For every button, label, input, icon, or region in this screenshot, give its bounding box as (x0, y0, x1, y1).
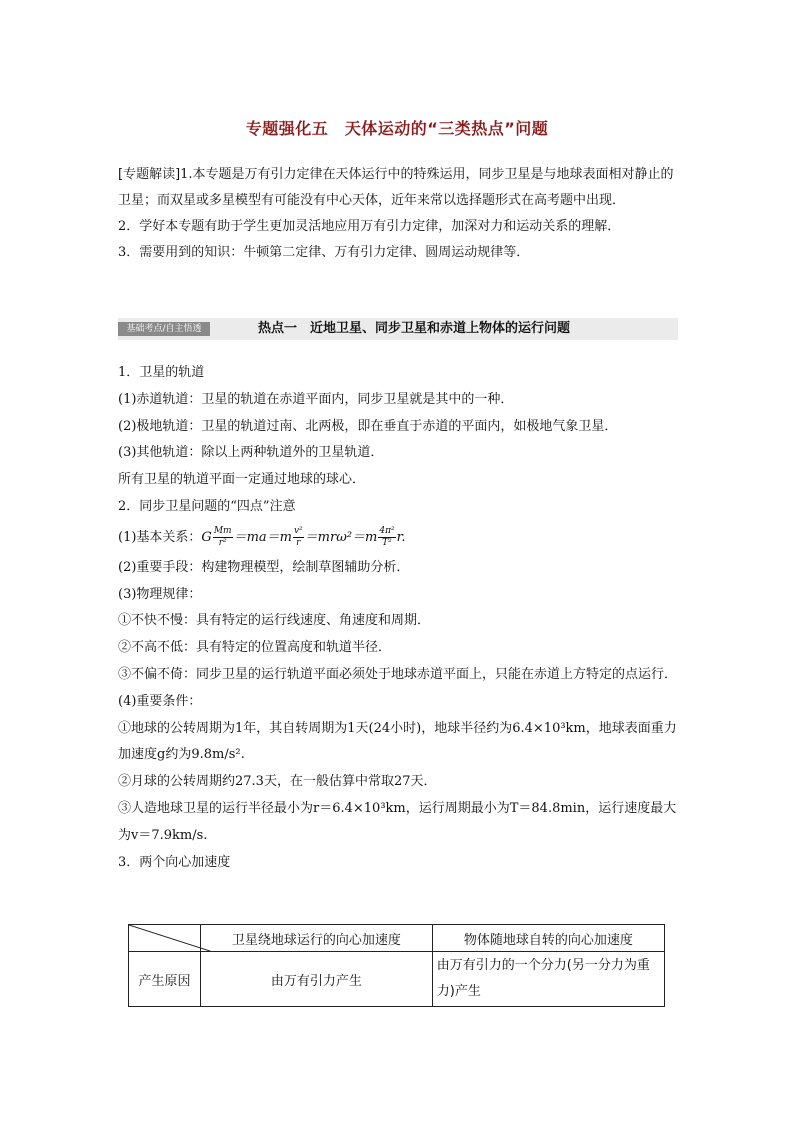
condition-2: ②月球的公转周期约27.3天，在一般估算中常取27天． (118, 774, 437, 790)
table-header-object: 物体随地球自转的向心加速度 (432, 925, 664, 952)
law-heading: (3)物理规律： (118, 586, 202, 602)
topic-intro (118, 162, 678, 266)
page-title: 专题强化五 天体运动的“三类热点”问题 (245, 119, 549, 138)
section-header (118, 318, 678, 340)
intro-tag: [专题解读] (118, 167, 181, 182)
fraction-v2-r: $\frac{\text{v²}}{r}$ (293, 525, 303, 548)
heading-orbits: 1．卫星的轨道 (118, 365, 205, 380)
law-rule-2: ②不高不低：具有特定的位置高度和轨道半径． (118, 640, 392, 656)
intro-paragraph-2: 2．学好本专题有助于学生更加灵活地应用万有引力定律，加深对力和运动关系的理解． (118, 219, 621, 234)
heading-geostationary: 2．同步卫星问题的“四点”注意 (118, 498, 296, 514)
orbit-other: (3)其他轨道：除以上两种轨道外的卫星轨道． (118, 445, 384, 461)
cell-object-reason: 由万有引力的一个分力(另一分力为重力)产生 (432, 952, 664, 1007)
intro-paragraph-3: 3．需要用到的知识：牛顿第二定律、万有引力定律、圆周运动规律等． (118, 245, 530, 260)
table-corner-cell (129, 925, 201, 952)
fraction-4pi2-t2: $\frac{\text{4π²}}{\text{T²}}$ (379, 525, 395, 548)
section-title: 热点一 近地卫星、同步卫星和赤道上物体的运行问题 (258, 321, 571, 336)
section-body (118, 360, 678, 876)
orbit-polar: (2)极地轨道：卫星的轨道过南、北两极，即在垂直于赤道的平面内，如极地气象卫星． (118, 418, 618, 434)
condition-1: ①地球的公转周期为1年，其自转周期为1天(24小时)，地球半径约为6.4×10³km，地球表面重力加速度g约为9.8m/s². (118, 720, 677, 763)
orbit-equatorial: (1)赤道轨道：卫星的轨道在赤道平面内，同步卫星就是其中的一种． (118, 391, 514, 407)
acceleration-table (128, 924, 665, 1007)
orbit-note: 所有卫星的轨道平面一定通过地球的球心． (118, 472, 366, 488)
section-tag: 基础考点/自主悟透 (118, 322, 210, 336)
law-rule-3: ③不偏不倚：同步卫星的运行轨道平面必须处于地球赤道平面上，只能在赤道上方特定的点运行． (118, 666, 678, 682)
diagonal-line (129, 925, 213, 952)
intro-paragraph-1: [专题解读]1.本专题是万有引力定律在天体运行中的特殊运用，同步卫星是与地球表面相对静止的卫星；而双星或多星模型有可能没有中心天体，近年来常以选择题形式在高考题中出现． (118, 167, 674, 208)
fraction-mm-r2: $\frac{Mm}{\text{r²}}$ (213, 525, 232, 548)
table-row (129, 952, 665, 1007)
row-label: 产生原因 (129, 952, 201, 1007)
cell-satellite-reason: 由万有引力产生 (200, 952, 432, 1007)
method-item: (2)重要手段：构建物理模型，绘制草图辅助分析． (118, 559, 410, 575)
heading-accelerations: 3．两个向心加速度 (118, 854, 231, 870)
law-rule-1: ①不快不慢：具有特定的运行线速度、角速度和周期． (118, 613, 431, 629)
table-header-satellite: 卫星绕地球运行的向心加速度 (200, 925, 432, 952)
conditions-heading: (4)重要条件： (118, 693, 202, 709)
table-header-row (129, 925, 665, 952)
basic-relation-formula: (1)基本关系：G $\frac{Mm}{\text{r²}}$ ＝ma＝m $\frac{\text{v²}}{r}$ ＝mrω²＝m $\frac{\text{4π²}}{\text{T²}}$ r. (118, 525, 406, 548)
condition-3: ③人造地球卫星的运行半径最小为r＝6.4×10³km，运行周期最小为T＝84.8min，运行速度最大为v＝7.9km/s. (118, 800, 677, 843)
